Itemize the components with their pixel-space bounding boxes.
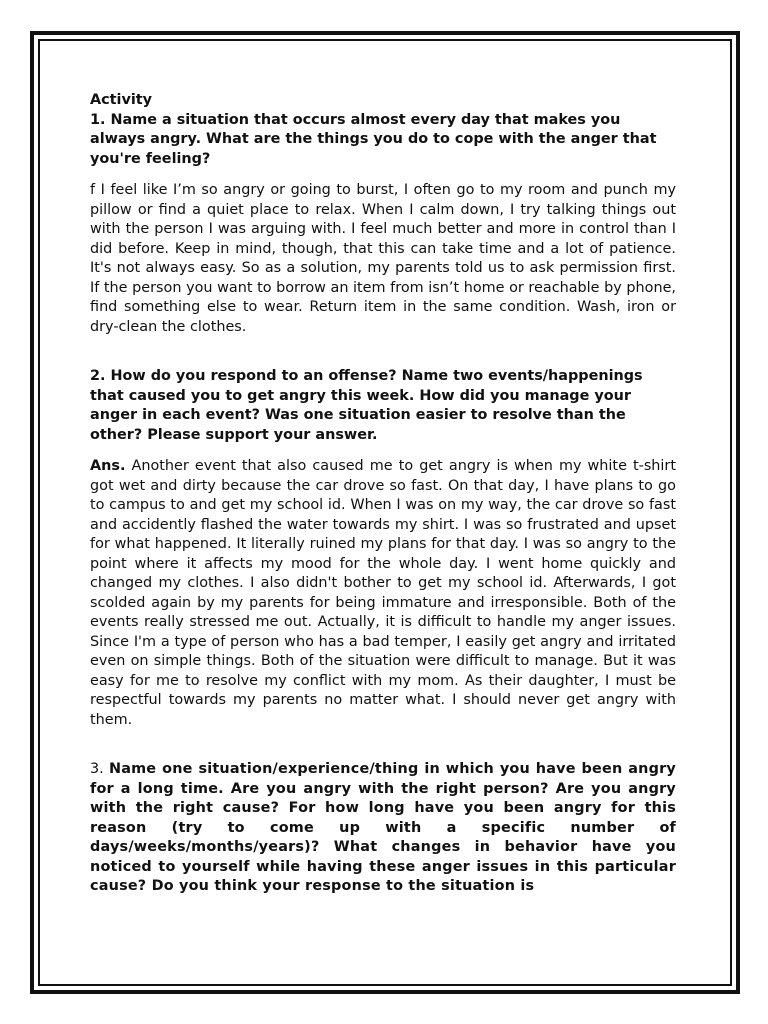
answer-2 xyxy=(90,457,676,730)
section-spacer xyxy=(90,730,676,760)
answer-2-text: Another event that also caused me to get angry is when my white t-shirt got wet and dirty because the car drove so fast. On that day, I have plans to go to campus to and get my school id. When I was on my way, the car drove so fast and accidently flashed the water towards my shirt. I was so frustrated and upset for what happened. It literally ruined my plans for that day. I was so angry to the point where it affects my mood for the whole day. I went home quickly and changed my clothes. I also didn't bother to get my school id. Afterwards, I got scolded again by my parents for being immature and irresponsible. Both of the events really stressed me out. Actually, it is difficult to handle my anger issues. Since I'm a type of person who has a bad temper, I easily get angry and irritated even on simple things. Both of the situation were difficult to manage. But it was easy for me to resolve my conflict with my mom. As their daughter, I must be respectful towards my parents no matter what. I should never get angry with them. xyxy=(90,458,676,728)
question-1: 1. Name a situation that occurs almost every day that makes you always angry. What are the things you do to cope with the anger that you're feeling? xyxy=(90,111,657,167)
question-2: 2. How do you respond to an offense? Name two events/happenings that caused you to get angry this week. How did you manage your anger in each event? Was one situation easier to resolve than the other? Please support your answer. xyxy=(90,368,643,443)
question-3-number: 3. xyxy=(90,761,109,777)
question-3 xyxy=(90,760,676,897)
activity-title: Activity xyxy=(90,92,153,108)
answer-label: Ans. xyxy=(90,458,126,474)
section-spacer xyxy=(90,337,676,367)
answer-1: f I feel like I’m so angry or going to burst, I often go to my room and punch my pillow or find a quiet place to relax. When I calm down, I try talking things out with the person I was arguing with. I feel much better and more in control than I did before. Keep in mind, though, that this can take time and a lot of patience. It's not always easy. So as a solution, my parents told us to ask permission first. If the person you want to borrow an item from isn’t home or reachable by phone, find something else to wear. Return item in the same condition. Wash, iron or dry-clean the clothes. xyxy=(90,182,676,335)
document-body xyxy=(90,91,676,897)
question-3-text: Name one situation/experience/thing in which you have been angry for a long time. Are you angry with the right person? Are you angry with the right cause? For how long have you been angry for this reason (try to come up with a specific number of days/weeks/months/years)? What changes in behavior have you noticed to yourself while having these anger issues in this particular cause? Do you think your response to the situation is xyxy=(90,761,676,894)
